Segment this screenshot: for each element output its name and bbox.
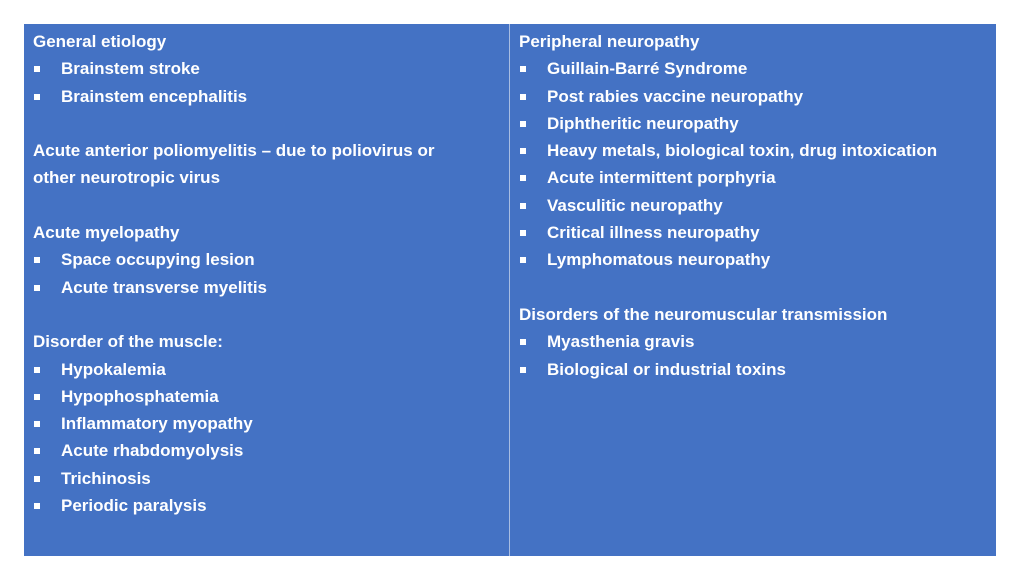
square-bullet-icon: [34, 448, 40, 454]
list-item: [519, 192, 988, 219]
square-bullet-icon: [520, 66, 526, 72]
list-item: [33, 83, 501, 110]
list-item-text: Vasculitic neuropathy: [547, 195, 723, 215]
list-item: [519, 137, 988, 164]
bullet-list: [519, 55, 988, 273]
list-item-text: Periodic paralysis: [61, 496, 207, 516]
list-item-text: Myasthenia gravis: [547, 332, 695, 352]
square-bullet-icon: [34, 394, 40, 400]
list-item: [33, 437, 501, 464]
bullet-list: [519, 328, 988, 383]
section-heading: Disorder of the muscle:: [33, 332, 223, 352]
square-bullet-icon: [520, 367, 526, 373]
list-item: [519, 356, 988, 383]
list-item: [519, 55, 988, 82]
list-item: [33, 383, 501, 410]
right-column: [510, 24, 996, 556]
square-bullet-icon: [34, 66, 40, 72]
list-item-text: Acute transverse myelitis: [61, 277, 267, 297]
square-bullet-icon: [34, 94, 40, 100]
list-item: [519, 83, 988, 110]
square-bullet-icon: [520, 339, 526, 345]
square-bullet-icon: [34, 285, 40, 291]
list-item-text: Trichinosis: [61, 468, 151, 488]
list-item-text: Post rabies vaccine neuropathy: [547, 86, 804, 106]
list-item-text: Acute rhabdomyolysis: [61, 441, 244, 461]
list-item-text: Inflammatory myopathy: [61, 414, 253, 434]
square-bullet-icon: [520, 175, 526, 181]
list-item-text: Guillain-Barré Syndrome: [547, 59, 748, 79]
square-bullet-icon: [520, 148, 526, 154]
list-item-text: Brainstem encephalitis: [61, 86, 248, 106]
section-heading: Acute myelopathy: [33, 223, 180, 243]
list-item: [33, 465, 501, 492]
section-heading: Peripheral neuropathy: [519, 32, 700, 51]
list-item-text: Critical illness neuropathy: [547, 223, 760, 243]
square-bullet-icon: [34, 503, 40, 509]
bullet-list: [33, 356, 501, 520]
square-bullet-icon: [34, 421, 40, 427]
list-item-text: Hypophosphatemia: [61, 386, 219, 406]
square-bullet-icon: [520, 257, 526, 263]
square-bullet-icon: [520, 121, 526, 127]
square-bullet-icon: [34, 476, 40, 482]
square-bullet-icon: [520, 203, 526, 209]
list-item-text: Brainstem stroke: [61, 59, 200, 79]
bullet-list: [33, 246, 501, 301]
section-peripheral-neuropathy: [519, 28, 988, 274]
etiology-table: [24, 24, 996, 556]
section-poliomyelitis: [33, 137, 501, 192]
square-bullet-icon: [520, 94, 526, 100]
list-item: [33, 356, 501, 383]
list-item: [33, 274, 501, 301]
list-item-text: Heavy metals, biological toxin, drug intoxication: [547, 141, 938, 161]
list-item-text: Lymphomatous neuropathy: [547, 250, 771, 270]
list-item: [519, 219, 988, 246]
list-item-text: Diphtheritic neuropathy: [547, 113, 739, 133]
left-column: [24, 24, 510, 556]
section-heading-line: other neurotropic virus: [33, 168, 221, 188]
square-bullet-icon: [520, 230, 526, 236]
list-item: [519, 110, 988, 137]
list-item: [33, 492, 501, 519]
section-acute-myelopathy: [33, 219, 501, 301]
square-bullet-icon: [34, 367, 40, 373]
list-item-text: Space occupying lesion: [61, 250, 255, 270]
list-item: [33, 410, 501, 437]
section-neuromuscular-transmission: [519, 301, 988, 383]
list-item: [519, 164, 988, 191]
list-item-text: Biological or industrial toxins: [547, 359, 786, 379]
section-muscle-disorder: [33, 328, 501, 519]
list-item: [519, 328, 988, 355]
square-bullet-icon: [34, 257, 40, 263]
list-item-text: Acute intermittent porphyria: [547, 168, 776, 188]
list-item: [33, 55, 501, 82]
list-item-text: Hypokalemia: [61, 359, 166, 379]
section-heading: Disorders of the neuromuscular transmission: [519, 304, 888, 324]
section-heading: General etiology: [33, 32, 167, 51]
section-general-etiology: [33, 28, 501, 110]
list-item: [519, 246, 988, 273]
list-item: [33, 246, 501, 273]
section-heading-line: Acute anterior poliomyelitis – due to poliovirus or: [33, 141, 435, 161]
bullet-list: [33, 55, 501, 110]
